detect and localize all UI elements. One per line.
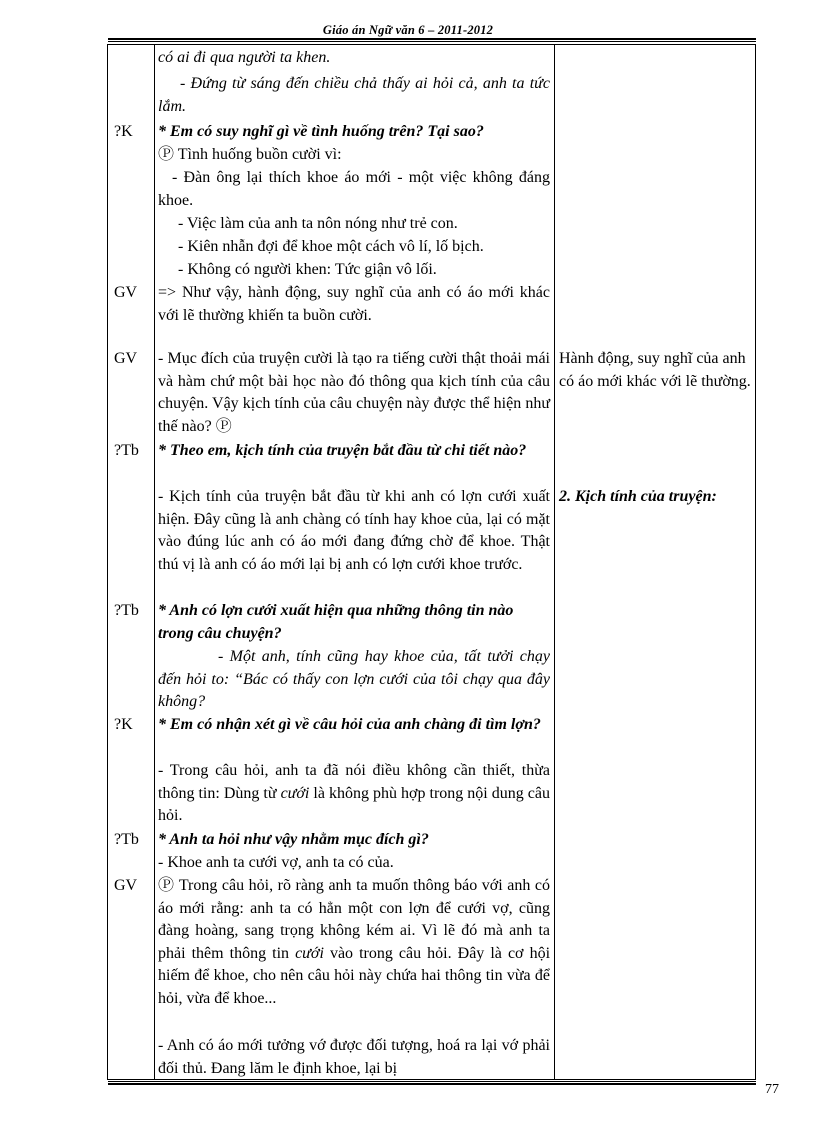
footer-rule	[108, 1083, 756, 1085]
page-number: 77	[765, 1082, 779, 1097]
question-text: * Anh có lợn cưới xuất hiện qua những thông tin nào trong câu chuyện?	[158, 602, 514, 642]
column-divider-right	[554, 45, 555, 1079]
role-label: ?K	[114, 123, 133, 140]
content-text: - Anh có áo mới tưởng vớ được đối tượng, hoá ra lại vớ phải đối thủ. Đang lăm le định khoe, lại bị	[158, 1037, 550, 1077]
content-text: - Trong câu hỏi, anh ta đã nói điều không cần thiết, thừa thông tin: Dùng từ	[158, 762, 550, 802]
role-label: GV	[114, 284, 138, 301]
content-text: - Một anh, tính cũng hay khoe của, tất tưởi chạy đến hỏi to: “Bác có thấy con lợn cưới của tôi chạy qua đây không?	[158, 648, 550, 710]
content-text: là không phù hợp trong nội dung câu hỏi.	[158, 784, 551, 824]
content-text: - Đàn ông lại thích khoe áo mới - một việc không đáng khoe.	[158, 169, 550, 209]
role-label: GV	[114, 877, 138, 894]
column-divider-left	[154, 45, 155, 1079]
question-text: * Em có nhận xét gì về câu hỏi của anh chàng đi tìm lợn?	[158, 716, 541, 733]
lesson-table	[107, 44, 756, 1080]
content-text: - Mục đích của truyện cười là tạo ra tiếng cười thật thoải mái và hàm chứ một bài học nào đó thông qua kịch tính của câu chuyện. Vậy kịch tính của câu chuyện này được thể hiện như thế nào?	[158, 350, 550, 435]
header-title: Giáo án Ngữ văn 6 – 2011-2012	[322, 23, 494, 37]
emphasis-word: cưới	[295, 944, 324, 962]
role-label: ?Tb	[114, 831, 139, 848]
content-text: - Đứng từ sáng đến chiều chả thấy ai hỏi cả, anh ta tức lắm.	[158, 75, 550, 115]
role-label: ?Tb	[114, 602, 139, 619]
content-text: - Khoe anh ta cưới vợ, anh ta có của.	[158, 854, 394, 871]
role-label: GV	[114, 350, 138, 367]
content-text: vào trong câu hỏi. Đây là cơ hội hiếm để khoe, cho nên câu hỏi này chứa hai thông tin vừa để hỏi, vừa để khoe...	[158, 944, 551, 1007]
question-text: * Anh ta hỏi như vậy nhằm mục đích gì?	[158, 831, 429, 848]
question-text: * Theo em, kịch tính của truyện bắt đầu từ chi tiết nào?	[158, 442, 527, 459]
header-rule-thin	[108, 41, 756, 42]
emphasis-word: cưới	[280, 784, 310, 802]
content-text: - Không có người khen: Tức giận vô lối.	[178, 261, 437, 278]
content-text: - Kịch tính của truyện bắt đầu từ khi anh có lợn cưới xuất hiện. Đây cũng là anh chàng có tính hay khoe của, lại có mặt vào đúng lúc anh có áo mới đang đứng chờ để khoe. Thật thú vị là anh có áo mới lại bị anh có lợn cưới khoe trước.	[158, 488, 550, 573]
content-text: - Kiên nhẫn đợi để khoe một cách vô lí, lố bịch.	[178, 238, 484, 255]
pen-icon: Ⓟ	[158, 877, 175, 894]
role-label: ?K	[114, 716, 133, 733]
footer-rule-thin	[108, 1081, 756, 1082]
content-text: có ai đi qua người ta khen.	[158, 49, 331, 66]
content-text: Tình huống buồn cười vì:	[177, 146, 342, 163]
role-label: ?Tb	[114, 442, 139, 459]
content-text: Trong câu hỏi, rõ ràng anh ta muốn thông báo với anh có áo mới rằng: anh ta có hẳn một con lợn để cưới vợ, cũng đàng hoàng, sang trọng không kém ai. Vì lẽ đó mà anh ta phải thêm thông tin	[158, 877, 550, 962]
pen-icon: Ⓟ	[215, 417, 232, 435]
section-heading: 2. Kịch tính của truyện:	[559, 488, 717, 505]
content-text: => Như vậy, hành động, suy nghĩ của anh có áo mới khác với lẽ thường khiến ta buồn cười.	[158, 284, 550, 324]
note-text: Hành động, suy nghĩ của anh có áo mới khác với lẽ thường.	[559, 350, 751, 390]
header-rule	[108, 38, 756, 40]
question-text: * Em có suy nghĩ gì về tình huống trên? Tại sao?	[158, 123, 484, 140]
content-text: - Việc làm của anh ta nôn nóng như trẻ con.	[178, 215, 458, 232]
pen-icon: Ⓟ	[158, 146, 175, 163]
